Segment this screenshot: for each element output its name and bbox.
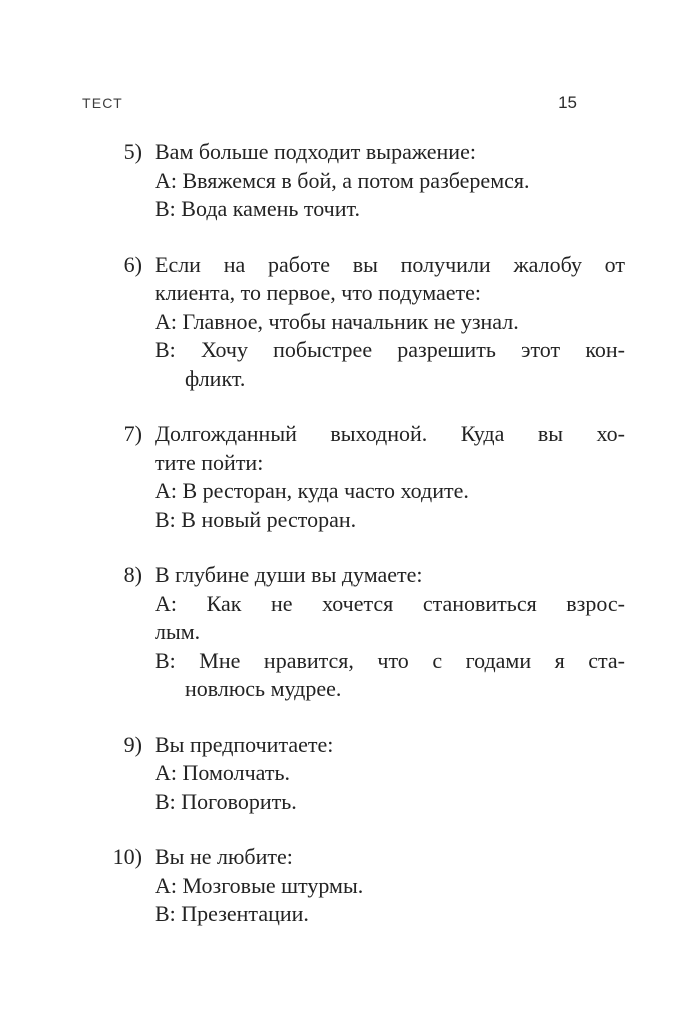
- text-line: В глубине души вы думаете:: [155, 562, 423, 587]
- text-line: фликт.: [185, 365, 246, 391]
- questions-list: [105, 138, 625, 956]
- question-number: 6): [123, 251, 142, 277]
- question-number: 7): [123, 421, 142, 446]
- text-line: А: В ресторан, куда часто ходите.: [155, 478, 469, 503]
- question-item-8: [105, 561, 625, 704]
- question-item-6: [105, 251, 625, 394]
- question-body: [155, 561, 625, 704]
- text-line: В: Вода камень точит.: [155, 196, 360, 221]
- question-number: 9): [123, 731, 142, 757]
- text-line: Вам больше подходит выражение:: [155, 139, 476, 164]
- text-line: А: Ввяжемся в бой, а потом разберемся.: [155, 167, 530, 193]
- text-line: А: Помолчать.: [155, 760, 290, 785]
- text-line: новлюсь мудрее.: [185, 676, 342, 701]
- question-number: 5): [123, 139, 142, 164]
- text-line: В: Мне нравится, что с годами я ста-: [155, 647, 625, 673]
- question-body: [155, 138, 625, 224]
- running-header: [0, 93, 691, 113]
- text-line: А: Мозговые штурмы.: [155, 872, 364, 898]
- question-number: 10): [112, 844, 142, 869]
- text-line: В: Поговорить.: [155, 788, 297, 814]
- text-line: В: В новый ресторан.: [155, 506, 357, 532]
- question-item-10: [105, 843, 625, 929]
- text-line: В: Презентации.: [155, 901, 309, 926]
- text-line: В: Хочу побыстрее разрешить этот кон-: [155, 337, 625, 362]
- question-body: [155, 843, 625, 929]
- text-line: клиента, то первое, что подумаете:: [155, 280, 481, 305]
- text-line: Вы предпочитаете:: [155, 731, 334, 757]
- text-line: лым.: [155, 619, 201, 644]
- text-line: Вы не любите:: [155, 844, 293, 869]
- question-number: 8): [123, 562, 142, 587]
- question-item-9: [105, 731, 625, 817]
- text-line: Если на работе вы получили жалобу от: [155, 251, 625, 277]
- text-line: Долгожданный выходной. Куда вы хо-: [155, 421, 625, 446]
- question-item-5: [105, 138, 625, 224]
- text-line: тите пойти:: [155, 449, 264, 475]
- question-body: [155, 251, 625, 394]
- text-line: А: Главное, чтобы начальник не узнал.: [155, 308, 519, 334]
- question-body: [155, 731, 625, 817]
- running-title: ТЕСТ: [82, 95, 123, 111]
- page-number: 15: [558, 93, 577, 112]
- text-line: А: Как не хочется становиться взрос-: [155, 590, 625, 616]
- question-body: [155, 420, 625, 534]
- question-item-7: [105, 420, 625, 534]
